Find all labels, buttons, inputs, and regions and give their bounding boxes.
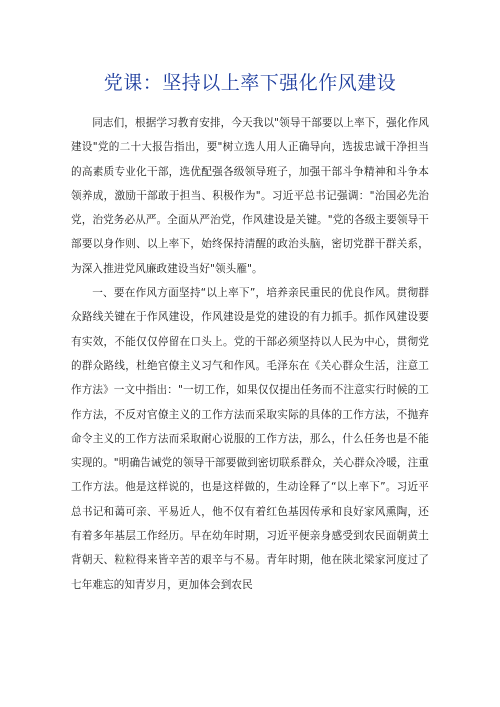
paragraph-section-one: 一、要在作风方面坚持“以上率下”，培养亲民重民的优良作风。贯彻群众路线关键在于作风建设，作风建设是党的建设的有力抓手。抓作风建设要有实效，不能仅仅停留在口头上。党的干部必须坚持以人民为中心，贯彻党的群众路线，杜绝官僚主义习气和作风。毛泽东在《关心群众生活，注意工作方法》一文中指出："一切工作，如果仅仅提出任务而不注意实行时候的工作方法，不反对官僚主义的工作方法而采取实际的具体的工作方法，不抛弃命令主义的工作方法而采取耐心说服的工作方法，那么，什么任务也是不能实现的。"明确告诫党的领导干部要做到密切联系群众，关心群众冷暖，注重工作方法。他是这样说的，也是这样做的，生动诠释了“以上率下”。习近平总书记和蔼可亲、平易近人，他不仅有着红色基因传承和良好家风熏陶，还有着多年基层工作经历。早在幼年时期，习近平便亲身感受到农民面朝黄土背朝天、粒粒得来皆辛苦的艰辛与不易。青年时期，他在陕北梁家河度过了七年难忘的知青岁月，更加体会到农民 [71,287,429,591]
paragraph-intro: 同志们，根据学习教育安排，今天我以"领导干部要以上率下，强化作风建设"党的二十大报告指出，要"树立选人用人正确导向，选拔忠诚干净担当的高素质专业化干部，选优配强各级领导班子，加强干部斗争精神和斗争本领养成，激励干部敢于担当、积极作为"。习近平总书记强调："治国必先治党，治党务必从严。全面从严治党，作风建设是关键。"党的各级主要领导干部要以身作则、以上率下，始终保持清醒的政治头脑，密切党群干群关系，为深入推进党风廉政建设当好"领头雁"。 [71,117,429,275]
document-title: 党课：坚持以上率下强化作风建设 [103,72,397,94]
document-body [71,111,429,597]
